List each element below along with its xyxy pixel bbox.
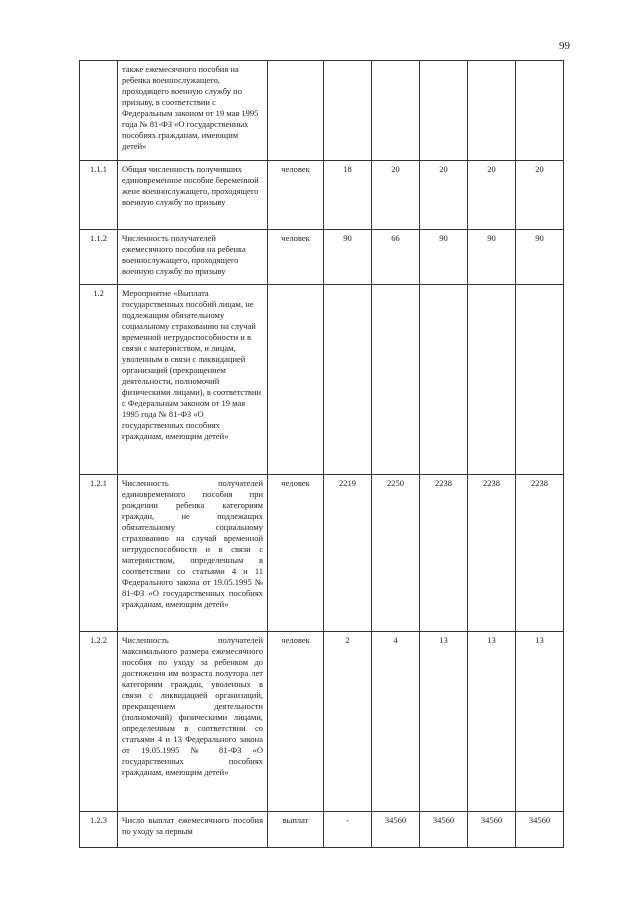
table-row <box>80 632 564 812</box>
row-value: 20 <box>372 161 420 230</box>
row-description: Численность получателей ежемесячного пособия на ребенка военнослужащего, проходящего военную службу по призыву <box>118 230 268 285</box>
row-value: 13 <box>420 632 468 812</box>
table-row <box>80 230 564 285</box>
row-value: 2238 <box>420 475 468 632</box>
row-value <box>420 285 468 475</box>
row-number: 1.1.2 <box>80 230 118 285</box>
row-value <box>420 61 468 161</box>
row-value: 20 <box>516 161 564 230</box>
row-unit: человек <box>268 230 324 285</box>
row-unit: человек <box>268 161 324 230</box>
indicators-table <box>79 60 564 848</box>
row-value <box>516 285 564 475</box>
table-row <box>80 61 564 161</box>
page-number: 99 <box>559 40 570 52</box>
row-value: 90 <box>468 230 516 285</box>
row-value <box>516 61 564 161</box>
row-unit <box>268 61 324 161</box>
row-value: 34560 <box>468 812 516 848</box>
row-number: 1.2 <box>80 285 118 475</box>
row-value <box>372 61 420 161</box>
row-description: Численность получателей единовременного пособия при рождении ребенка категориям граждан, не подлежащих обязательному социальному страхованию на случай временной нетрудоспособности и в связи с материнством, определенным в соответствии со статьями 4 и 11 Федерального закона от 19.05.1995 № 81-ФЗ «О государственных пособиях гражданам, имеющим детей» <box>118 475 268 632</box>
row-value: 90 <box>420 230 468 285</box>
row-value: - <box>324 812 372 848</box>
row-value: 4 <box>372 632 420 812</box>
row-unit: выплат <box>268 812 324 848</box>
row-description: Число выплат ежемесячного пособия по уходу за первым <box>118 812 268 848</box>
row-number: 1.1.1 <box>80 161 118 230</box>
row-number <box>80 61 118 161</box>
row-value: 34560 <box>420 812 468 848</box>
table-row <box>80 161 564 230</box>
row-description: Мероприятие «Выплата государственных пособий лицам, не подлежащим обязательному социальному страхованию на случай временной нетрудоспособности и в связи с материнством, и лицам, уволенным в связи с ликвидацией организаций (прекращением деятельности, полномочий физическими лицами), в соответствии с Федеральным законом от 19 мая 1995 года № 81-ФЗ «О государственных пособиях гражданам, имеющим детей» <box>118 285 268 475</box>
row-value: 90 <box>324 230 372 285</box>
row-value: 34560 <box>372 812 420 848</box>
row-unit: человек <box>268 632 324 812</box>
table-row <box>80 475 564 632</box>
row-description: также ежемесячного пособия на ребенка военнослужащего, проходящего военную службу по призыву, в соответствии с Федеральным законом от 19 мая 1995 года № 81-ФЗ «О государственных пособиях гражданам, имеющим детей» <box>118 61 268 161</box>
table-row <box>80 812 564 848</box>
row-description: Численность получателей максимального размера ежемесячного пособия по уходу за ребенком до достижения им возраста полутора лет категориям граждан, уволенных в связи с ликвидацией организаций, прекращением деятельности (полномочий) физическими лицами, определенным в соответствии со статьями 4 и 13 Федерального закона от 19.05.1995 № 81-ФЗ «О государственных пособиях гражданам, имеющим детей» <box>118 632 268 812</box>
row-value: 18 <box>324 161 372 230</box>
row-value: 90 <box>516 230 564 285</box>
row-value: 20 <box>420 161 468 230</box>
row-value: 2219 <box>324 475 372 632</box>
row-number: 1.2.2 <box>80 632 118 812</box>
table-row <box>80 285 564 475</box>
row-value <box>468 285 516 475</box>
row-unit: человек <box>268 475 324 632</box>
row-value: 13 <box>516 632 564 812</box>
row-value: 2 <box>324 632 372 812</box>
row-value: 2238 <box>516 475 564 632</box>
row-value <box>468 61 516 161</box>
row-value <box>324 285 372 475</box>
row-value <box>372 285 420 475</box>
row-value <box>324 61 372 161</box>
row-value: 20 <box>468 161 516 230</box>
row-value: 13 <box>468 632 516 812</box>
row-value: 2238 <box>468 475 516 632</box>
row-description: Общая численность получивших единовременное пособие беременной жене военнослужащего, проходящего военную службу по призыву <box>118 161 268 230</box>
row-unit <box>268 285 324 475</box>
row-number: 1.2.1 <box>80 475 118 632</box>
row-number: 1.2.3 <box>80 812 118 848</box>
row-value: 2250 <box>372 475 420 632</box>
row-value: 66 <box>372 230 420 285</box>
row-value: 34560 <box>516 812 564 848</box>
